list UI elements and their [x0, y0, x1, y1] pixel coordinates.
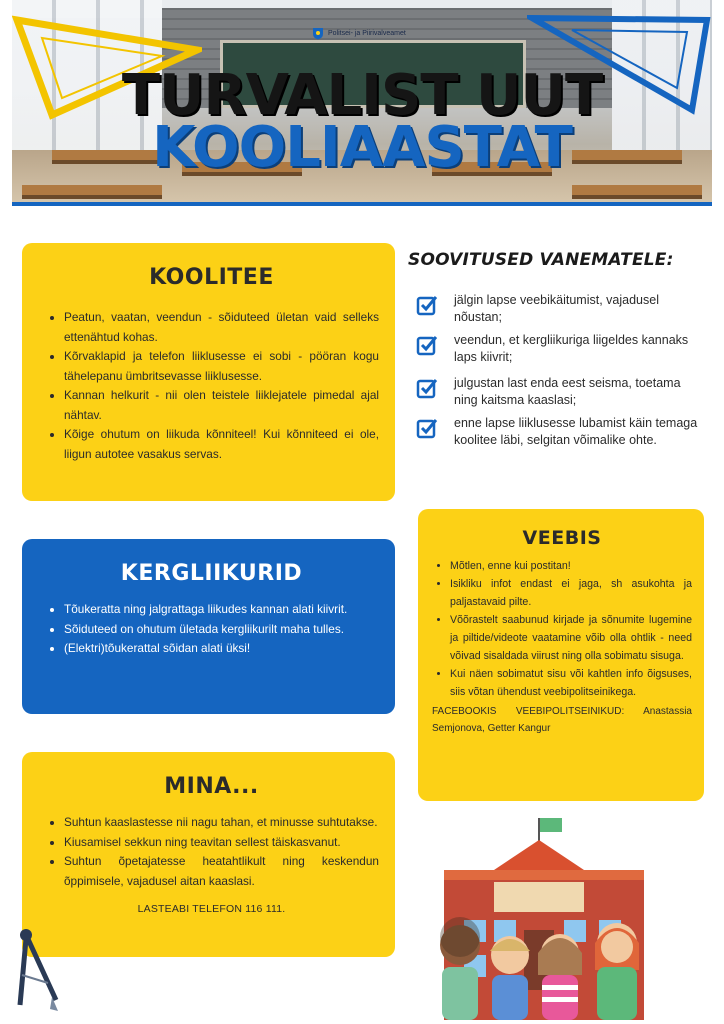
- facebook-police-note: FACEBOOKIS VEEBIPOLITSEINIKUD: Anastassia Semjonova, Getter Kangur: [432, 706, 692, 734]
- desk: [22, 185, 162, 199]
- list-item: • Kiusamisel sekkun ning teavitan sellest täiskasvanut.: [64, 833, 379, 853]
- list-item: • (Elektri)tõukerattal sõidan alati üksi!: [64, 639, 379, 659]
- mina-list: [44, 813, 379, 891]
- checkbox-checked-icon: [416, 334, 438, 356]
- kergliikurid-title: KERGLIIKURID: [120, 561, 303, 586]
- desk: [572, 185, 702, 199]
- mina-card: [22, 752, 395, 957]
- checkbox-checked-icon: [416, 377, 438, 399]
- org-name: Politsei- ja Piirivalveamet: [328, 29, 406, 37]
- list-item: • Kõrvaklapid ja telefon liiklusesse ei sobi - pööran kogu tähelepanu ümbritsevasse liiklusesse.: [64, 347, 379, 386]
- list-item: • Võõrastelt saabunud kirjade ja sõnumite lugemine ja piltide/videote vaatamine võib olla ohtlik - need võivad sisaldada viirust ning olla sobimatu sisuga.: [450, 611, 692, 665]
- header-banner: [12, 0, 712, 206]
- list-item: • Sõiduteed on ohutum ületada kergliikurilt maha tulles.: [64, 620, 379, 640]
- recommendation-item: [416, 375, 706, 409]
- list-item: • Suhtun õpetajatesse heatahtlikult ning keskendun õppimisele, vajadusel aitan kaaslasi.: [64, 852, 379, 891]
- recommendation-item: [416, 415, 706, 449]
- police-logo-row: [312, 26, 406, 40]
- header-blue-bar: [12, 202, 712, 206]
- list-item: • Kui näen sobimatut sisu või kahtlen info õigsuses, siis võtan ühendust veebipolitseinikega.: [450, 665, 692, 701]
- list-item: • Suhtun kaaslastesse nii nagu tahan, et minusse suhtutakse.: [64, 813, 379, 833]
- recommendation-text: jälgin lapse veebikäitumist, vajadusel nõustan;: [454, 293, 659, 324]
- veebis-card: [418, 509, 704, 801]
- police-logo-icon: [312, 27, 324, 40]
- koolitee-card: [22, 243, 395, 501]
- recommendation-text: veendun, et kergliikuriga liigeldes kannaks laps kiivrit;: [454, 333, 689, 364]
- list-item: • Mõtlen, enne kui postitan!: [450, 557, 692, 575]
- veebis-title: VEEBIS: [522, 527, 602, 549]
- kergliikurid-card: [22, 539, 395, 714]
- list-item: • Tõukeratta ning jalgrattaga liikudes kannan alati kiivrit.: [64, 600, 379, 620]
- recommendation-item: [416, 332, 706, 366]
- koolitee-list: [44, 308, 379, 464]
- koolitee-title: KOOLITEE: [149, 265, 274, 290]
- recommendation-text: julgustan last enda eest seisma, toetama ning kaitsma kaaslasi;: [454, 376, 681, 407]
- list-item: • Kõige ohutum on liikuda kõnniteel! Kui kõnniteed ei ole, liigun autotee vasakus servas.: [64, 425, 379, 464]
- title-line-1: TURVALIST UUT: [121, 63, 603, 128]
- title-line-2: KOOLIAASTAT: [152, 115, 572, 180]
- soovitused-title: SOOVITUSED VANEMATELE:: [408, 250, 674, 270]
- compass-icon: [12, 925, 62, 1015]
- kergliikurid-list: [44, 600, 379, 659]
- checkbox-checked-icon: [416, 294, 438, 316]
- list-item: • Isikliku infot endast ei jaga, sh asukohta ja paljastavaid pilte.: [450, 575, 692, 611]
- children-illustration-icon: [432, 915, 652, 1020]
- child-helpline: LASTEABI TELEFON 116 111.: [137, 903, 286, 915]
- veebis-list: [432, 557, 692, 701]
- recommendation-text: enne lapse liiklusesse lubamist käin temaga koolitee läbi, selgitan võimalike ohte.: [454, 416, 698, 447]
- checkbox-checked-icon: [416, 417, 438, 439]
- recommendation-item: [416, 292, 706, 326]
- list-item: • Kannan helkurit - nii olen teistele liiklejatele pimedal ajal nähtav.: [64, 386, 379, 425]
- mina-title: MINA...: [164, 774, 259, 799]
- list-item: • Peatun, vaatan, veendun - sõiduteed ületan vaid selleks ettenähtud kohas.: [64, 308, 379, 347]
